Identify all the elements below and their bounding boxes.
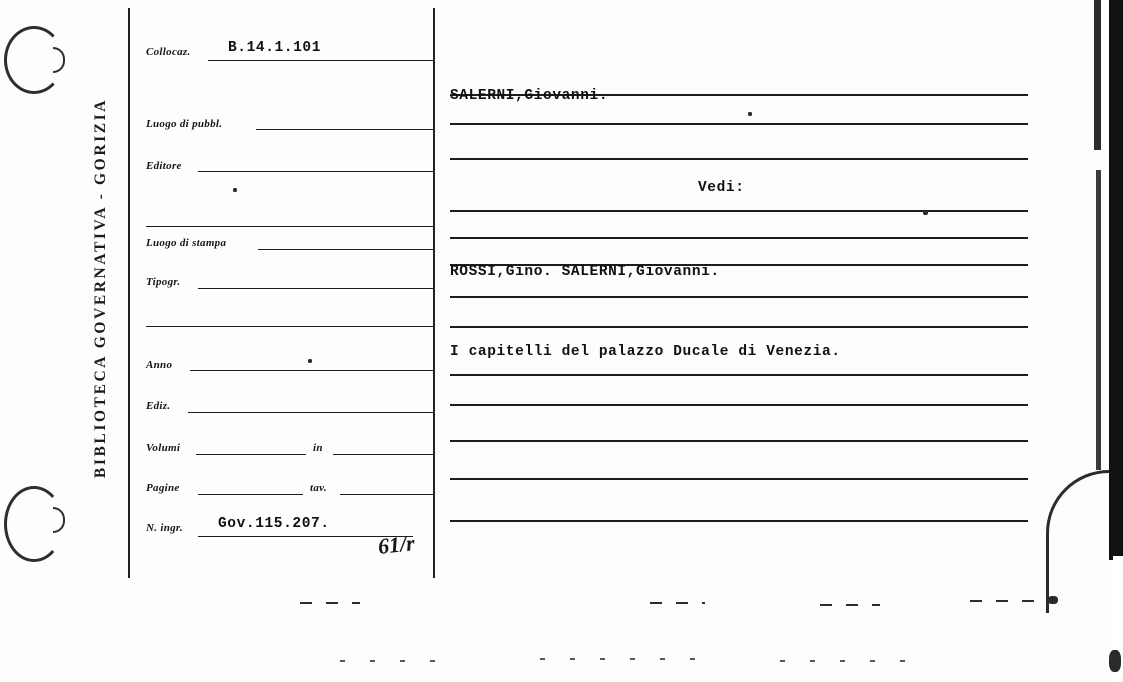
ink-speck [233, 188, 237, 192]
entry-rule [450, 374, 1028, 376]
label-luogo-di-pubbl: Luogo di pubbl. [146, 118, 223, 130]
binder-ring-top-inner-icon [53, 47, 65, 73]
ink-speck [748, 112, 752, 116]
scan-corner-curve [1046, 470, 1109, 613]
entry-heading: SALERNI,Giovanni. [450, 88, 609, 104]
entry-rule [450, 158, 1028, 160]
entry-rule [450, 326, 1028, 328]
entry-title: I capitelli del palazzo Ducale di Venezia. [450, 344, 841, 360]
see-reference-label: Vedi: [698, 180, 745, 196]
rule-luogo-di-pubbl [256, 129, 433, 130]
scan-edge-strip [1094, 0, 1101, 150]
rule-pagine [198, 494, 303, 495]
label-pagine-tav: tav. [310, 482, 327, 494]
referred-authors: ROSSI,Gino. SALERNI,Giovanni. [450, 264, 720, 280]
scan-artifact-dash [970, 600, 1040, 602]
entry-rule [450, 440, 1028, 442]
entry-rule [450, 520, 1028, 522]
label-editore: Editore [146, 160, 182, 172]
label-ediz: Ediz. [146, 400, 171, 412]
rule-blank-2 [146, 326, 433, 327]
rule-pagine-tav [340, 494, 433, 495]
label-luogo-di-stampa: Luogo di stampa [146, 237, 227, 249]
label-collocazione: Collocaz. [146, 46, 191, 58]
entry-rule [450, 123, 1028, 125]
scan-artifact-dash [300, 602, 360, 604]
scan-artifact-dash [820, 604, 880, 606]
label-pagine: Pagine [146, 482, 180, 494]
rule-volumi [196, 454, 306, 455]
scan-black-edge [1109, 0, 1123, 560]
label-tipogr: Tipogr. [146, 276, 181, 288]
entry-rule [450, 296, 1028, 298]
scan-edge-strip-lower [1096, 170, 1101, 470]
ink-speck [923, 210, 928, 215]
label-volumi-in: in [313, 442, 323, 454]
scan-artifact-dash [340, 660, 460, 662]
binder-ring-bottom-inner-icon [53, 507, 65, 533]
scan-black-edge-bottom [1109, 650, 1121, 672]
card-center-divider [433, 8, 435, 578]
library-stamp [84, 18, 118, 558]
rule-anno [190, 370, 433, 371]
label-volumi: Volumi [146, 442, 181, 454]
card-left-border [128, 8, 130, 578]
value-collocazione: B.14.1.101 [228, 40, 322, 56]
binder-ring-bottom-icon [4, 486, 64, 562]
handwritten-mark: 61/r [376, 530, 416, 559]
rule-luogo-di-stampa [258, 249, 433, 250]
scan-artifact-dash [540, 658, 720, 660]
rule-blank-1 [146, 226, 433, 227]
entry-rule [450, 404, 1028, 406]
binder-ring-top-icon [4, 26, 64, 94]
scan-artifact-dash [650, 602, 705, 604]
label-anno: Anno [146, 359, 173, 371]
library-stamp-text: BIBLIOTECA GOVERNATIVA - GORIZIA [92, 97, 109, 479]
entry-rule [450, 210, 1028, 212]
ink-speck [308, 359, 312, 363]
label-n-ingr: N. ingr. [146, 522, 183, 534]
scan-artifact-dash [780, 660, 930, 662]
rule-tipogr [198, 288, 433, 289]
entry-rule [450, 237, 1028, 239]
card-body [128, 8, 1028, 578]
rule-ediz [188, 412, 433, 413]
value-n-ingresso: Gov.115.207. [218, 516, 330, 532]
entry-rule [450, 478, 1028, 480]
rule-collocazione [208, 60, 433, 61]
rule-volumi-in [333, 454, 433, 455]
rule-editore [198, 171, 433, 172]
